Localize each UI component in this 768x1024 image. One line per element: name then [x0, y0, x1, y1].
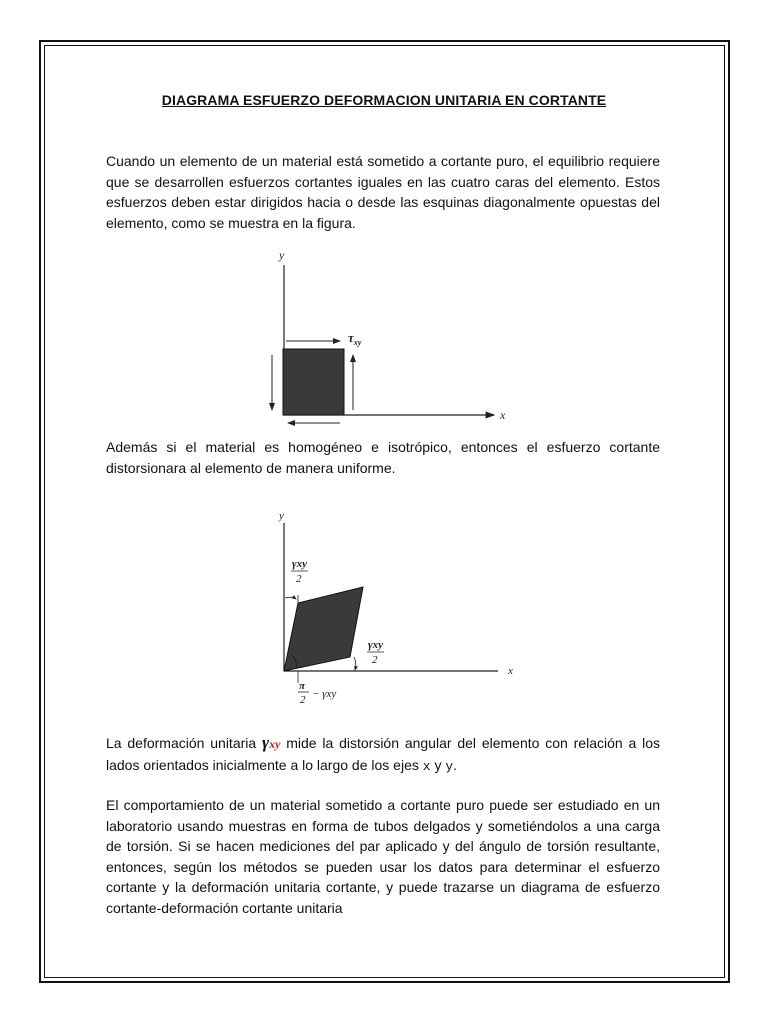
fig1-tau-label: $\tau_{xy}$ [348, 330, 362, 347]
fig2-distorted-element [284, 587, 363, 671]
figure-shear-distortion [268, 505, 528, 710]
fig1-y-label: y [279, 248, 285, 262]
strain-text-before: La deformación unitaria [106, 735, 262, 751]
fig2-pi-label: π [299, 680, 306, 692]
fig2-gamma-top-den: 2 [296, 573, 302, 585]
fig2-gamma-right-label: γxy [368, 639, 383, 651]
fig2-right-angle-arrow [354, 657, 356, 670]
paragraph-strain: La deformación unitaria γxy mide la distorsión angular del elemento con relación a los lados orientados inicialmente a lo largo de los ejes x y y. [106, 733, 660, 774]
axis-x-inline: x [422, 758, 431, 774]
figure-pure-shear-element [260, 245, 510, 430]
gamma-xy-symbol: γxy [261, 733, 281, 752]
fig1-element-square [283, 349, 344, 415]
paragraph-torsion-test: El comportamiento de un material sometido a cortante puro puede ser estudiado en un laboratorio usando muestras en forma de tubos delgados y sometiéndolos a una carga de torsión. Si se hacen mediciones del par aplicado y del ángulo de torsión resultante, entonces, según los métodos se pueden usar los datos para determinar el esfuerzo cortante y la deformación unitaria cortante, y puede trazarse un diagrama de esfuerzo cortante-deformación cortante unitaria [106, 797, 660, 916]
fig2-y-label: y [279, 510, 284, 522]
paragraph-homogeneous: Además si el material es homogéneo e isotrópico, entonces el esfuerzo cortante distorsionara al elemento de manera uniforme. [106, 439, 660, 476]
fig2-top-angle-arrow [285, 597, 296, 599]
axis-y-inline: y [445, 758, 454, 774]
fig2-gamma-right-den: 2 [372, 654, 378, 666]
strain-text-after: mide la distorsión angular del elemento con relación a los lados orientados inicialmente a lo largo de los ejes [106, 735, 660, 773]
fig2-minus-gamma-label: − γxy [312, 688, 337, 700]
fig2-gamma-top-label: γxy [292, 558, 307, 570]
document-title: DIAGRAMA ESFUERZO DEFORMACION UNITARIA EN CORTANTE [161, 92, 607, 108]
fig1-x-label: x [500, 408, 506, 422]
fig2-x-label: x [508, 665, 513, 677]
paragraph-intro: Cuando un elemento de un material está sometido a cortante puro, el equilibrio requiere que se desarrollen esfuerzos cortantes iguales en las cuatro caras del elemento. Estos esfuerzos deben estar dirigidos hacia o desde las esquinas diagonalmente opuestas del elemento, como se muestra en la figura. [106, 153, 660, 231]
fig2-pi-den: 2 [300, 694, 306, 706]
